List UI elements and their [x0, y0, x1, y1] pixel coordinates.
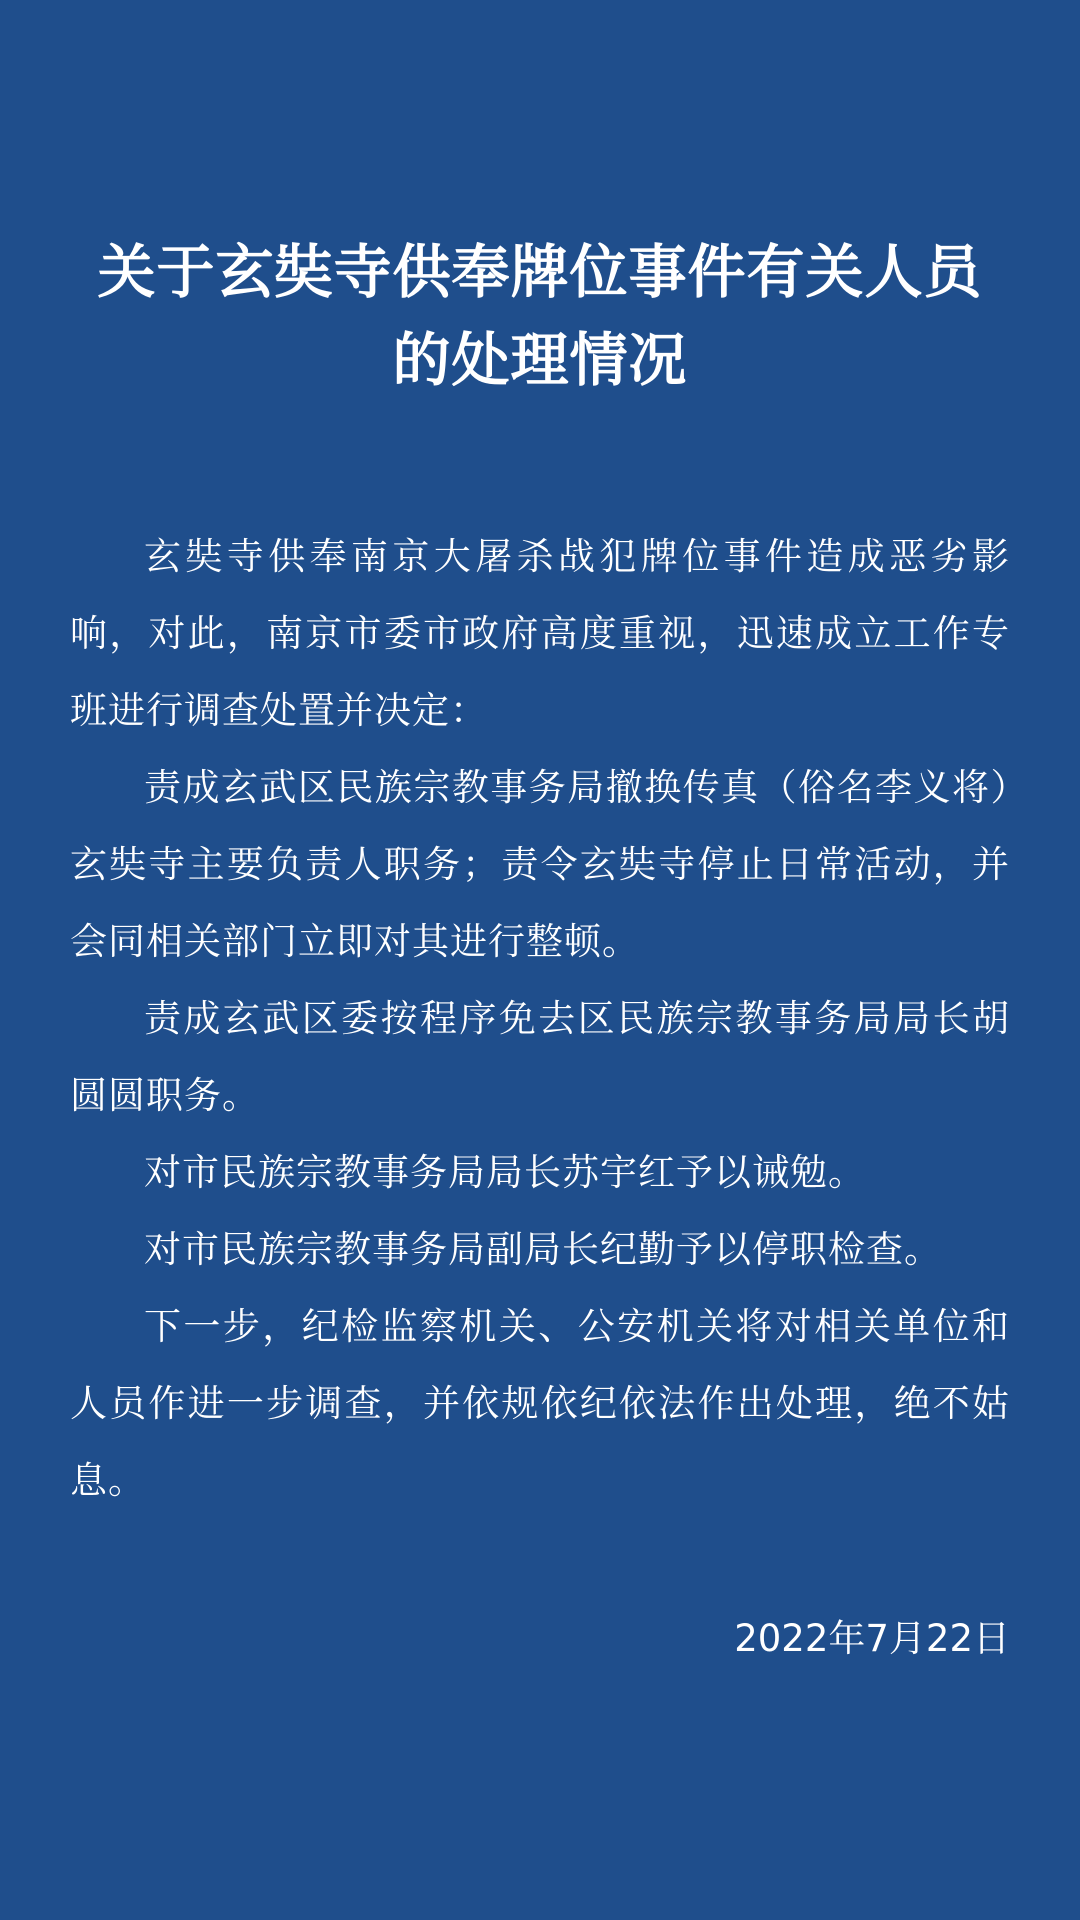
paragraph-5: 对市民族宗教事务局副局长纪勤予以停职检查。 [144, 1228, 942, 1271]
paragraph-6: 下一步，纪检监察机关、公安机关将对相关单位和人员作进一步调查，并依规依纪依法作出处理，绝不姑息。 [70, 1305, 1010, 1502]
paragraph-3: 责成玄武区委按程序免去区民族宗教事务局局长胡圆圆职务。 [70, 997, 1010, 1117]
document-date: 2022年7月22日 [734, 1617, 1010, 1660]
paragraph-4: 对市民族宗教事务局局长苏宇红予以诫勉。 [144, 1151, 866, 1194]
paragraph-2: 责成玄武区民族宗教事务局撤换传真（俗名李义将）玄奘寺主要负责人职务；责令玄奘寺停止日常活动，并会同相关部门立即对其进行整顿。 [70, 766, 1010, 963]
page-title [60, 228, 1020, 404]
paragraph-1: 玄奘寺供奉南京大屠杀战犯牌位事件造成恶劣影响，对此，南京市委市政府高度重视，迅速成立工作专班进行调查处置并决定： [70, 535, 1010, 732]
title-line-1: 关于玄奘寺供奉牌位事件有关人员 [97, 238, 983, 306]
notice-body [70, 518, 1010, 1519]
title-line-2: 的处理情况 [392, 326, 688, 394]
